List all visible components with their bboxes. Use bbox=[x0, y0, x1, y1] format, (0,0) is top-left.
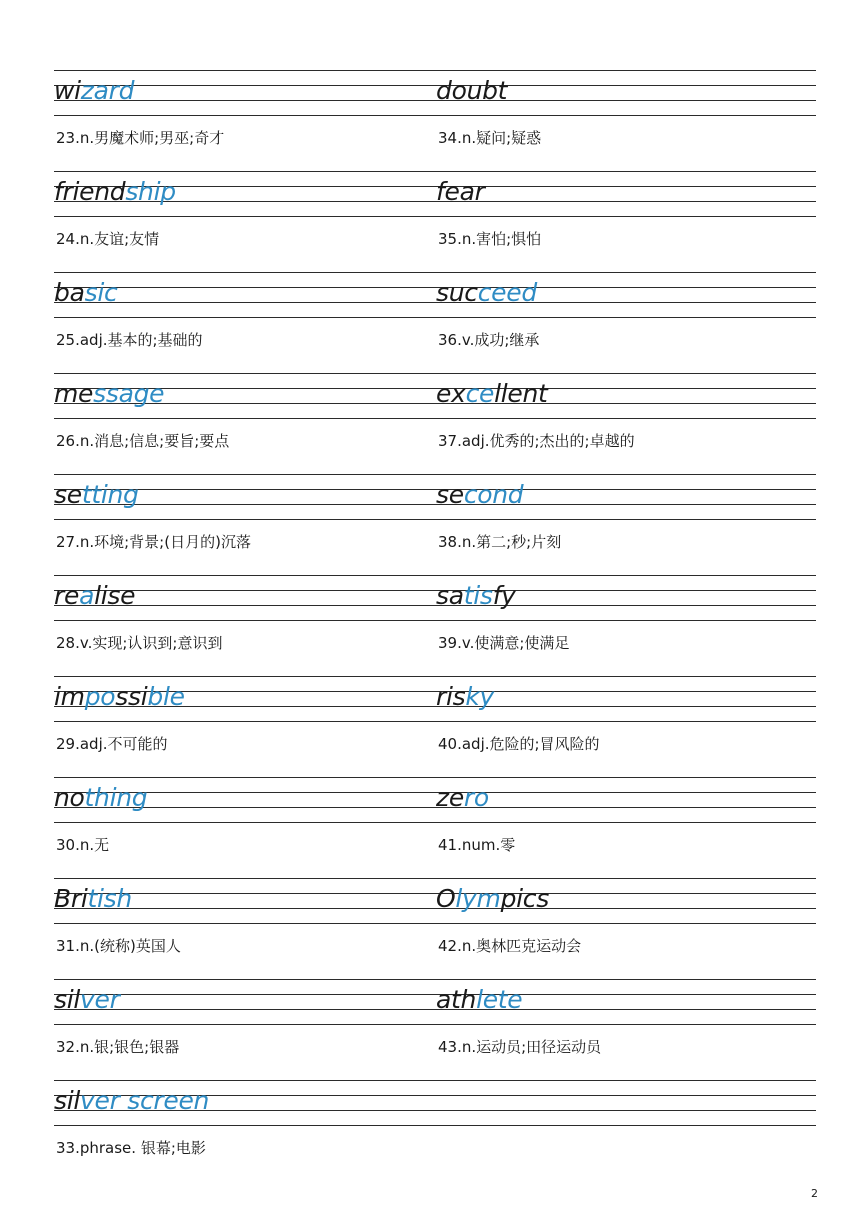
vocabulary-word bbox=[54, 378, 164, 410]
vocabulary-word bbox=[54, 681, 185, 713]
word-highlight-part: tting bbox=[81, 480, 139, 509]
vocabulary-row bbox=[0, 373, 867, 474]
vocabulary-entry bbox=[436, 171, 806, 272]
vocabulary-entry bbox=[54, 575, 424, 676]
word-definition: 24.n.友谊;友情 bbox=[56, 230, 160, 248]
vocabulary-entry bbox=[54, 70, 424, 171]
vocabulary-row bbox=[0, 777, 867, 878]
vocabulary-entry bbox=[436, 777, 806, 878]
word-highlight-part: ro bbox=[463, 783, 489, 812]
vocabulary-word bbox=[54, 580, 135, 612]
word-highlight-part: cond bbox=[463, 480, 524, 509]
word-plain-part: Bri bbox=[54, 884, 88, 913]
word-plain-part: sa bbox=[436, 581, 464, 610]
word-plain-part: fy bbox=[492, 581, 516, 610]
word-plain-part: doubt bbox=[436, 76, 508, 105]
vocabulary-word bbox=[54, 176, 176, 208]
word-plain-part: llent bbox=[494, 379, 548, 408]
word-highlight-part: tis bbox=[463, 581, 493, 610]
word-highlight-part: tish bbox=[87, 884, 132, 913]
vocabulary-row bbox=[0, 1080, 867, 1181]
vocabulary-word bbox=[54, 75, 134, 107]
word-plain-part: friend bbox=[54, 177, 126, 206]
vocabulary-word bbox=[54, 277, 117, 309]
vocabulary-word bbox=[436, 378, 548, 410]
word-definition: 28.v.实现;认识到;意识到 bbox=[56, 634, 223, 652]
word-definition: 36.v.成功;继承 bbox=[438, 331, 540, 349]
vocabulary-entry bbox=[436, 474, 806, 575]
word-plain-part: se bbox=[436, 480, 464, 509]
vocabulary-row bbox=[0, 474, 867, 575]
vocabulary-entry bbox=[436, 575, 806, 676]
vocabulary-entry bbox=[54, 979, 424, 1080]
vocabulary-entry bbox=[436, 373, 806, 474]
word-highlight-part: lete bbox=[476, 985, 523, 1014]
vocabulary-word bbox=[54, 1085, 209, 1117]
word-plain-part: lise bbox=[94, 581, 136, 610]
word-plain-part: sil bbox=[54, 985, 81, 1014]
vocabulary-word bbox=[54, 782, 147, 814]
word-plain-part: sil bbox=[54, 1086, 81, 1115]
vocabulary-row bbox=[0, 979, 867, 1080]
word-definition: 41.num.零 bbox=[438, 836, 516, 854]
vocabulary-row bbox=[0, 878, 867, 979]
word-definition: 33.phrase. 银幕;电影 bbox=[56, 1139, 206, 1157]
word-plain-part: wi bbox=[54, 76, 81, 105]
vocabulary-entry bbox=[54, 373, 424, 474]
word-plain-part: pics bbox=[500, 884, 549, 913]
word-plain-part: ba bbox=[54, 278, 85, 307]
word-definition: 39.v.使满意;使满足 bbox=[438, 634, 570, 652]
vocabulary-entry bbox=[436, 979, 806, 1080]
vocabulary-entry bbox=[54, 171, 424, 272]
vocabulary-entry bbox=[54, 676, 424, 777]
word-definition: 25.adj.基本的;基础的 bbox=[56, 331, 203, 349]
vocabulary-word bbox=[436, 782, 489, 814]
word-plain-part: ath bbox=[436, 985, 477, 1014]
vocabulary-entry bbox=[54, 878, 424, 979]
word-plain-part: suc bbox=[436, 278, 478, 307]
vocabulary-word bbox=[436, 580, 516, 612]
vocabulary-entry bbox=[436, 70, 806, 171]
word-highlight-part: zard bbox=[80, 76, 135, 105]
vocabulary-word bbox=[436, 984, 522, 1016]
word-definition: 42.n.奥林匹克运动会 bbox=[438, 937, 582, 955]
vocabulary-row bbox=[0, 171, 867, 272]
word-plain-part: ssi bbox=[115, 682, 148, 711]
vocabulary-word bbox=[436, 277, 537, 309]
vocabulary-row bbox=[0, 575, 867, 676]
word-definition: 34.n.疑问;疑惑 bbox=[438, 129, 542, 147]
vocabulary-word bbox=[436, 75, 507, 107]
word-definition: 29.adj.不可能的 bbox=[56, 735, 168, 753]
vocabulary-word bbox=[436, 883, 549, 915]
word-definition: 30.n.无 bbox=[56, 836, 110, 854]
word-highlight-part: ssage bbox=[93, 379, 165, 408]
word-plain-part: O bbox=[436, 884, 456, 913]
word-highlight-part: ble bbox=[147, 682, 185, 711]
vocabulary-entry bbox=[54, 272, 424, 373]
word-definition: 23.n.男魔术师;男巫;奇才 bbox=[56, 129, 225, 147]
word-plain-part: re bbox=[54, 581, 80, 610]
word-highlight-part: lym bbox=[455, 884, 501, 913]
word-highlight-part: a bbox=[79, 581, 95, 610]
vocabulary-entry bbox=[54, 777, 424, 878]
word-definition: 31.n.(统称)英国人 bbox=[56, 937, 181, 955]
word-definition: 38.n.第二;秒;片刻 bbox=[438, 533, 562, 551]
word-highlight-part: sic bbox=[84, 278, 118, 307]
word-plain-part: ex bbox=[436, 379, 466, 408]
word-definition: 43.n.运动员;田径运动员 bbox=[438, 1038, 602, 1056]
word-definition: 37.adj.优秀的;杰出的;卓越的 bbox=[438, 432, 635, 450]
vocabulary-entry bbox=[54, 474, 424, 575]
word-definition: 35.n.害怕;惧怕 bbox=[438, 230, 542, 248]
word-definition: 26.n.消息;信息;要旨;要点 bbox=[56, 432, 230, 450]
vocabulary-entry bbox=[436, 676, 806, 777]
word-definition: 40.adj.危险的;冒风险的 bbox=[438, 735, 600, 753]
word-plain-part: me bbox=[54, 379, 94, 408]
vocabulary-word bbox=[54, 984, 120, 1016]
vocabulary-word bbox=[436, 479, 523, 511]
vocabulary-row bbox=[0, 676, 867, 777]
word-highlight-part: thing bbox=[84, 783, 148, 812]
vocabulary-word bbox=[436, 176, 485, 208]
word-plain-part: ris bbox=[436, 682, 466, 711]
vocabulary-entry bbox=[54, 1080, 424, 1181]
word-plain-part: se bbox=[54, 480, 82, 509]
word-plain-part: fear bbox=[436, 177, 485, 206]
word-highlight-part: ce bbox=[465, 379, 495, 408]
word-highlight-part: po bbox=[84, 682, 116, 711]
word-definition: 27.n.环境;背景;(日月的)沉落 bbox=[56, 533, 251, 551]
word-highlight-part: ver bbox=[80, 985, 120, 1014]
vocabulary-row bbox=[0, 272, 867, 373]
word-definition: 32.n.银;银色;银器 bbox=[56, 1038, 180, 1056]
vocabulary-word bbox=[436, 681, 494, 713]
page-number: 2 bbox=[811, 1187, 818, 1200]
word-highlight-part: ceed bbox=[477, 278, 537, 307]
word-highlight-part: ship bbox=[125, 177, 176, 206]
vocabulary-entry bbox=[436, 878, 806, 979]
word-plain-part: no bbox=[54, 783, 85, 812]
vocabulary-entry bbox=[436, 272, 806, 373]
word-highlight-part: ver screen bbox=[80, 1086, 210, 1115]
vocabulary-row bbox=[0, 70, 867, 171]
vocabulary-word bbox=[54, 883, 132, 915]
word-plain-part: im bbox=[54, 682, 85, 711]
word-plain-part: ze bbox=[436, 783, 464, 812]
word-highlight-part: ky bbox=[465, 682, 495, 711]
vocabulary-word bbox=[54, 479, 139, 511]
